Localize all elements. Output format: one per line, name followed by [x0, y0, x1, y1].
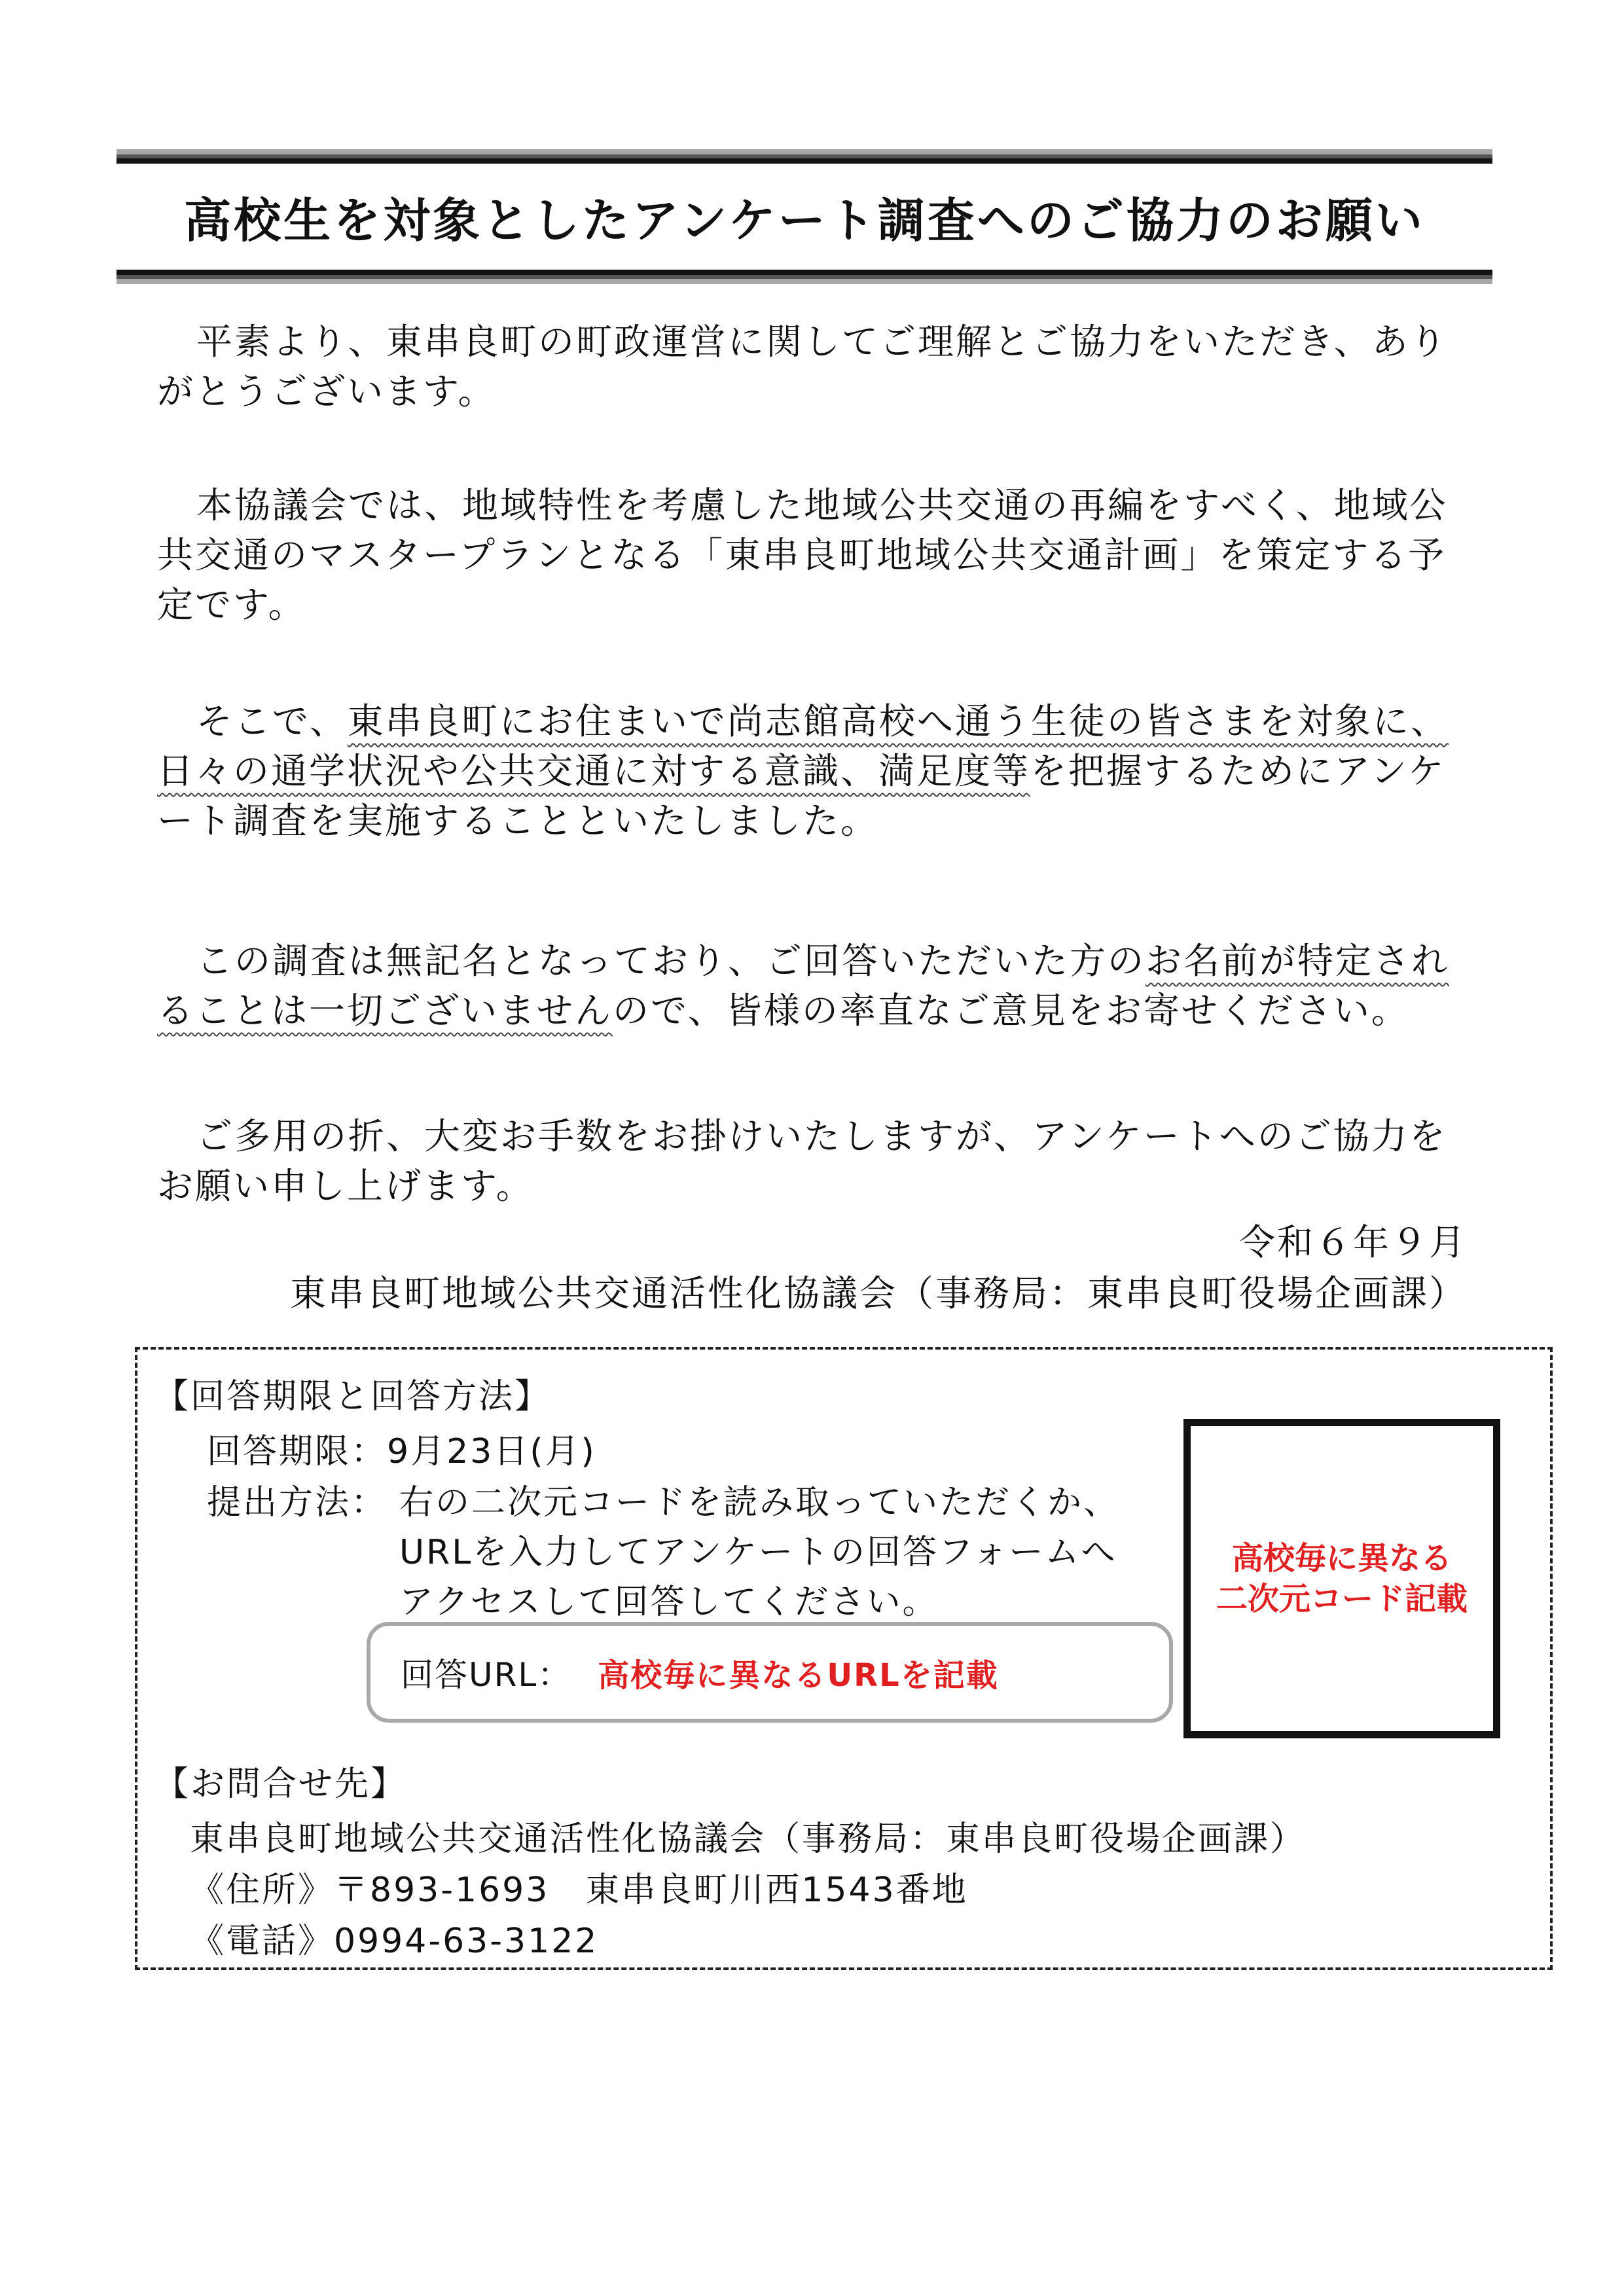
closing-paragraph: [157, 1111, 1466, 1211]
qr-code-placeholder[interactable]: [1183, 1419, 1500, 1738]
method-line-1: 右の二次元コードを読み取っていただくか、: [399, 1483, 1120, 1522]
page-title: 高校生を対象としたアンケート調査へのご協力のお願い: [184, 193, 1425, 248]
anonymity-emphasis: お名前が特定されることは一切ございません: [157, 940, 1450, 1031]
method-label: 提出方法：: [207, 1483, 388, 1522]
method-line-3: アクセスして回答してください。: [399, 1583, 939, 1622]
purpose-paragraph: [157, 480, 1466, 630]
anonymity-text-lead: この調査は無記名となっており、ご回答いただいた方の: [196, 940, 1146, 982]
contact-organization: 東串良町地域公共交通活性化協議会（事務局：東串良町役場企画課）: [190, 1820, 1307, 1859]
survey-text-tail: を把握するためにアンケート調査を実施することといたしました。: [157, 750, 1446, 842]
title-banner: [117, 149, 1492, 284]
url-label: 回答URL：: [401, 1656, 572, 1694]
survey-paragraph: [157, 696, 1466, 846]
anonymity-text-tail: ので、皆様の率直なご意見をお寄せください。: [613, 990, 1409, 1031]
contact-phone[interactable]: 《電話》0994-63-3122: [190, 1922, 599, 1961]
closing-text: ご多用の折、大変お手数をお掛けいたしますが、アンケートへのご協力をお願い申し上げます。: [157, 1115, 1447, 1207]
survey-text-lead: そこで、: [196, 700, 348, 742]
anonymity-paragraph: [157, 936, 1466, 1035]
greeting-paragraph: [157, 317, 1466, 416]
title-rule-bottom: [117, 270, 1492, 284]
answer-url-box: [367, 1622, 1173, 1723]
url-placeholder[interactable]: 高校毎に異なるURLを記載: [598, 1657, 999, 1694]
answer-deadline: 回答期限：9月23日(月): [207, 1432, 596, 1471]
title-rule-top: [117, 149, 1492, 164]
issue-date: 令和６年９月: [1238, 1221, 1467, 1263]
method-line-2: URLを入力してアンケートの回答フォームへ: [399, 1533, 1117, 1572]
contact-address: 《住所》〒893-1693 東串良町川西1543番地: [190, 1871, 968, 1910]
qr-note-line-1: 高校毎に異なる: [1231, 1540, 1452, 1577]
purpose-text: 本協議会では、地域特性を考慮した地域公共交通の再編をすべく、地域公共交通のマスタープランとなる「東串良町地域公共交通計画」を策定する予定です。: [157, 484, 1448, 626]
issuer-organization: 東串良町地域公共交通活性化協議会（事務局：東串良町役場企画課）: [289, 1272, 1467, 1314]
survey-target-emphasis: 東串良町にお住まいで尚志館高校へ通う生徒の皆さまを対象に、日々の通学状況や公共交通に対する意識、満足度等: [157, 700, 1449, 792]
answer-heading: 【回答期限と回答方法】: [154, 1377, 551, 1416]
qr-note-line-2: 二次元コード記載: [1216, 1581, 1468, 1617]
contact-heading: 【お問合せ先】: [154, 1765, 407, 1804]
greeting-text: 平素より、東串良町の町政運営に関してご理解とご協力をいただき、ありがとうございます。: [157, 321, 1448, 412]
